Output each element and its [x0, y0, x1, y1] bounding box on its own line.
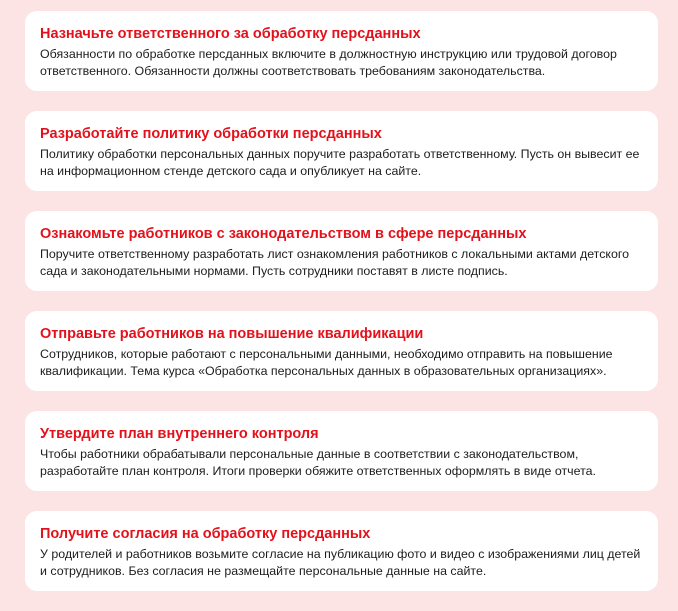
step-card-5 — [25, 411, 658, 491]
step-card-2 — [25, 111, 658, 191]
step-title: Утвердите план внутреннего контроля — [40, 426, 319, 442]
step-text: Сотрудников, которые работают с персональными данными, необходимо отправить на повышение квалификации. Тема курса «Обработка персональных данных в образовательных организациях». — [40, 347, 613, 378]
step-title: Получите согласия на обработку персданных — [40, 526, 371, 542]
step-title: Отправьте работников на повышение квалификации — [40, 326, 424, 342]
step-card-4 — [25, 311, 658, 391]
step-title: Ознакомьте работников с законодательством в сфере персданных — [40, 226, 527, 242]
step-text: Обязанности по обработке персданных включите в должностную инструкцию или трудовой договор ответственного. Обязанности должны соответствовать требованиям законодательства. — [40, 47, 617, 78]
step-text: У родителей и работников возьмите согласие на публикацию фото и видео с изображениями лиц детей и сотрудников. Без согласия не размещайте персональные данные на сайте. — [40, 547, 641, 578]
step-card-1 — [25, 11, 658, 91]
step-card-6 — [25, 511, 658, 591]
step-text: Чтобы работники обрабатывали персональные данные в соответствии с законодательством, разработайте план контроля. Итоги проверки обяжите ответственных оформлять в виде отчета. — [40, 447, 596, 478]
step-text: Поручите ответственному разработать лист ознакомления работников с локальными актами детского сада и законодательными нормами. Пусть сотрудники поставят в листе подпись. — [40, 247, 630, 278]
step-title: Разработайте политику обработки персданных — [40, 126, 382, 142]
step-title: Назначьте ответственного за обработку персданных — [40, 26, 421, 42]
steps-list — [25, 11, 658, 611]
step-text: Политику обработки персональных данных поручите разработать ответственному. Пусть он вывесит ее на информационном стенде детского сада и опубликует на сайте. — [40, 147, 640, 178]
step-card-3 — [25, 211, 658, 291]
